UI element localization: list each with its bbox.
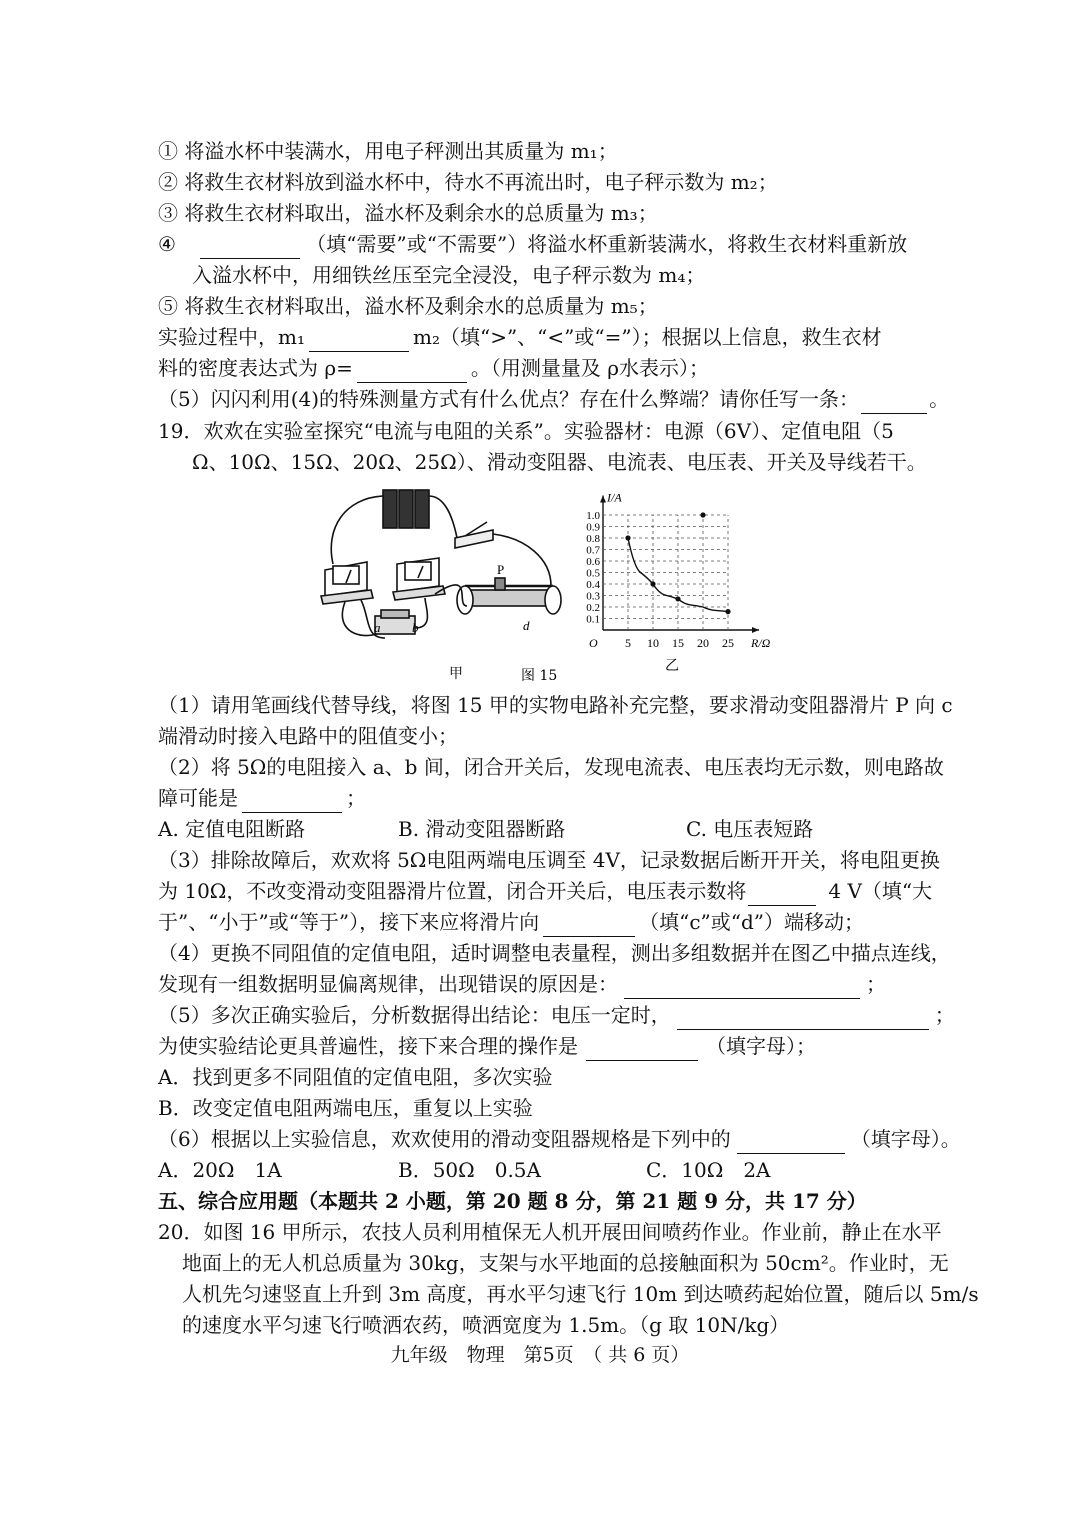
q19-s5-a-end: ；: [934, 1003, 955, 1027]
q19-s5-option-b: B．改变定值电阻两端电压，重复以上实验: [158, 1096, 533, 1120]
figure-15: [315, 478, 795, 688]
origin-label: O: [589, 636, 598, 650]
data-point: [675, 596, 680, 601]
figure-caption: 图 15: [521, 668, 558, 684]
x-tick-label: 20: [697, 636, 709, 650]
q19-s6-option-b: B．50Ω 0.5A: [398, 1158, 541, 1182]
y-tick-label: 0.7: [586, 544, 600, 557]
q19-s1-a: （1）请用笔画线代替导线，将图 15 甲的实物电路补充完整，要求滑动变阻器滑片 P 向 c: [158, 693, 953, 717]
data-point: [700, 512, 705, 517]
q19-s6-text: （6）根据以上实验信息，欢欢使用的滑动变阻器规格是下列中的: [158, 1127, 731, 1151]
q19-s3-c2: （填“c”或“d”）端移动；: [639, 910, 865, 934]
answer-blank[interactable]: [861, 391, 927, 414]
y-tick-label: 0.4: [586, 579, 600, 591]
q18-density-a: 料的密度表达式为 ρ=: [158, 356, 353, 380]
label-b: b: [412, 620, 419, 635]
q19-s4-b: [158, 969, 886, 999]
section-5-heading: 五、综合应用题（本题共 2 小题，第 20 题 8 分，第 21 题 9 分，共 17 分）: [158, 1189, 867, 1213]
q18-sub5-end: 。: [929, 387, 950, 411]
q19-intro-1: 19．欢欢在实验室探究“电流与电阻的关系”。实验器材：电源（6V）、定值电阻（5: [158, 419, 894, 443]
q18-step2: ② 将救生衣材料放到溢水杯中，待水不再流出时，电子秤示数为 m₂；: [158, 170, 778, 194]
y-tick-label: 1.0: [586, 510, 600, 522]
answer-blank[interactable]: [357, 360, 467, 383]
y-tick-label: 0.2: [586, 602, 600, 614]
wire: [331, 496, 383, 564]
y-tick-label: 0.3: [586, 590, 600, 603]
q19-s2-b: [158, 783, 366, 813]
y-tick-label: 0.8: [586, 533, 600, 545]
y-tick-label: 0.9: [586, 521, 600, 534]
page-footer: 九年级 物理 第5页 （ 共 6 页）: [390, 1344, 690, 1366]
circuit-diagram: [321, 490, 561, 638]
q19-s6-option-a: A．20Ω 1A: [158, 1158, 282, 1182]
q19-s5-b-end: （填字母）；: [706, 1034, 816, 1058]
data-point: [650, 581, 655, 586]
q18-step1: ① 将溢水杯中装满水，用电子秤测出其质量为 m₁；: [158, 139, 618, 163]
q18-sub5-text: （5）闪闪利用(4)的特殊测量方式有什么优点？存在什么弊端？请你任写一条：: [158, 387, 860, 411]
y-tick-label: 0.6: [586, 556, 600, 568]
answer-blank[interactable]: [200, 236, 300, 259]
battery-pack: [383, 490, 429, 528]
x-tick-label: 10: [647, 636, 659, 650]
answer-blank[interactable]: [242, 790, 342, 813]
x-axis-arrow: [752, 627, 759, 633]
y-tick-label: 0.1: [586, 613, 600, 626]
q19-s5-a: [158, 1000, 955, 1030]
x-tick-label: 25: [722, 636, 734, 650]
q18-density-b: 。（用测量量及 ρ水表示）；: [470, 356, 709, 380]
q19-s6-option-c: C．10Ω 2A: [646, 1158, 771, 1182]
q19-s2-a: （2）将 5Ω的电阻接入 a、b 间，闭合开关后，发现电流表、电压表均无示数，则电路故: [158, 755, 944, 779]
q19-s5-b-text: 为使实验结论更具普遍性，接下来合理的操作是: [158, 1034, 578, 1058]
q19-s4-b-end: ；: [866, 972, 886, 996]
q19-s2-option-a: A. 定值电阻断路: [158, 817, 306, 841]
answer-blank[interactable]: [543, 914, 635, 937]
voltmeter: [393, 558, 445, 600]
q19-s3-c: [158, 907, 864, 937]
q19-s5-option-a: A．找到更多不同阻值的定值电阻，多次实验: [158, 1065, 553, 1089]
q18-sub5: [158, 384, 949, 414]
q19-s3-b2: 4 V（填“大: [828, 879, 933, 903]
answer-blank[interactable]: [624, 976, 860, 999]
wire: [429, 496, 457, 538]
q18-step5: ⑤ 将救生衣材料取出，溢水杯及剩余水的总质量为 m₅；: [158, 294, 658, 318]
q18-step4: [158, 229, 907, 259]
figure-label-yi: 乙: [665, 658, 679, 674]
q19-s4-a: （4）更换不同阻值的定值电阻，适时调整电表量程，测出多组数据并在图乙中描点连线，: [158, 941, 951, 965]
q19-s3-a: （3）排除故障后，欢欢将 5Ω电阻两端电压调至 4V，记录数据后断开开关，将电阻更换: [158, 848, 940, 872]
q19-s2-b-text: 障可能是: [158, 786, 238, 810]
q19-s3-c1: 于”、“小于”或“等于”），接下来应将滑片向: [158, 910, 540, 934]
x-tick-label: 15: [672, 636, 684, 650]
q19-s3-b1: 为 10Ω，不改变滑动变阻器滑片位置，闭合开关后，电压表示数将: [158, 879, 747, 903]
q20-line-4: 的速度水平匀速飞行喷洒农药，喷洒宽度为 1.5m。（g 取 10N/kg）: [182, 1313, 790, 1337]
x-tick-label: 5: [625, 636, 631, 650]
q19-s6-end: （填字母）。: [850, 1127, 961, 1151]
q19-intro-2: Ω、10Ω、15Ω、20Ω、25Ω）、滑动变阻器、电流表、电压表、开关及导线若干。: [192, 450, 927, 474]
i-r-graph: [586, 491, 770, 675]
y-tick-label: 0.5: [586, 567, 600, 580]
label-p: P: [497, 562, 505, 577]
rheostat: [457, 578, 561, 614]
fixed-resistor: [375, 610, 415, 634]
q19-s5-b: [158, 1031, 816, 1061]
label-a: a: [374, 620, 381, 635]
q19-s1-b: 端滑动时接入电路中的阻值变小；: [158, 724, 458, 748]
q20-line-2: 地面上的无人机总质量为 30kg，支架与水平地面的总接触面积为 50cm²。作业时，无: [182, 1251, 949, 1275]
answer-blank[interactable]: [309, 329, 409, 352]
q20-line-1: 20．如图 16 甲所示，农技人员利用植保无人机开展田间喷药作业。作业前，静止在水平: [158, 1220, 942, 1244]
data-point: [725, 609, 730, 614]
x-axis-label: R/Ω: [751, 636, 771, 650]
y-axis-label: I/A: [607, 490, 622, 505]
q18-density: [158, 353, 709, 383]
label-d: d: [523, 618, 530, 633]
q19-s2-option-b: B. 滑动变阻器断路: [398, 817, 566, 841]
answer-blank[interactable]: [737, 1131, 845, 1154]
y-axis-arrow: [600, 496, 606, 503]
q18-compare-b: m₂（填“>”、“<”或“=”）；根据以上信息，救生衣材: [412, 325, 882, 349]
q19-s6: [158, 1124, 961, 1154]
q18-step3: ③ 将救生衣材料取出，溢水杯及剩余水的总质量为 m₃；: [158, 201, 658, 225]
q19-s4-b-text: 发现有一组数据明显偏离规律，出现错误的原因是：: [158, 972, 618, 996]
q18-step4-cont: 入溢水杯中，用细铁丝压至完全浸没，电子秤示数为 m₄；: [192, 263, 706, 287]
q18-step4-num: ④: [158, 232, 176, 256]
figure-label-jia: 甲: [449, 666, 463, 682]
answer-blank[interactable]: [748, 883, 816, 906]
switch: [455, 522, 493, 548]
data-point: [625, 535, 630, 540]
q18-step4-text: （填“需要”或“不需要”）将溢水杯重新装满水，将救生衣材料重新放: [306, 232, 908, 256]
q19-s5-a-text: （5）多次正确实验后，分析数据得出结论：电压一定时，: [158, 1003, 671, 1027]
q19-s2-option-c: C. 电压表短路: [686, 817, 814, 841]
answer-blank[interactable]: [677, 1007, 929, 1030]
answer-blank[interactable]: [586, 1038, 698, 1061]
ammeter: [321, 562, 373, 604]
q19-s2-b-end: ；: [346, 786, 366, 810]
q20-line-3: 人机先匀速竖直上升到 3m 高度，再水平匀速飞行 10m 到达喷药起始位置，随后以 5m/s: [182, 1282, 979, 1306]
q18-compare-a: 实验过程中，m₁: [158, 325, 305, 349]
figure-15-svg: [315, 478, 795, 688]
q19-s3-b: [158, 876, 932, 906]
q18-compare: [158, 322, 882, 352]
